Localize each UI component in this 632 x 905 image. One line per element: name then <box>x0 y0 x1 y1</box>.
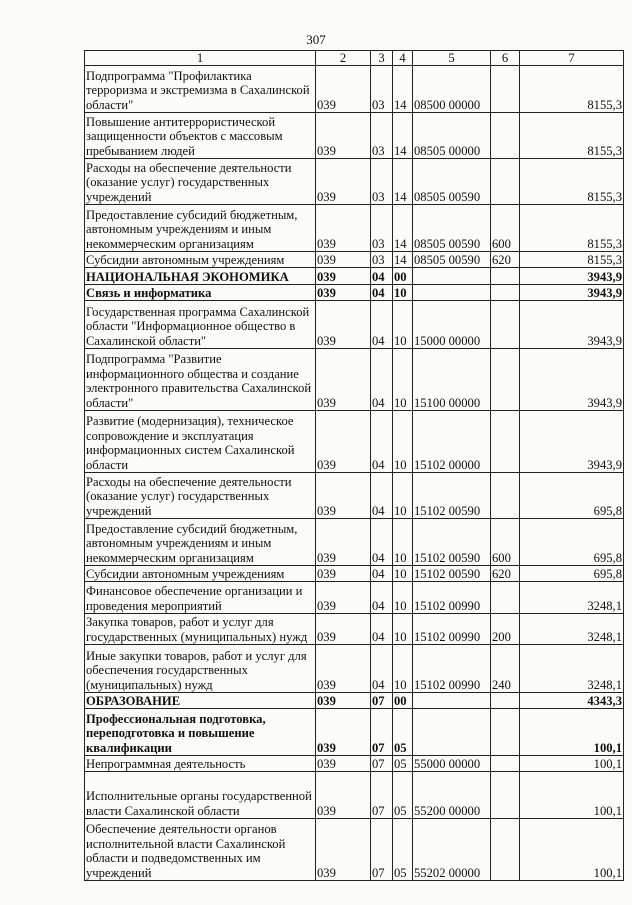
expense-type-code <box>491 113 520 159</box>
ministry-code: 039 <box>316 66 371 113</box>
expense-type-code: 200 <box>491 614 520 645</box>
target-article-code: 08505 00000 <box>413 113 491 159</box>
column-header: 3 <box>371 51 393 66</box>
target-article-code: 08505 00590 <box>413 252 491 268</box>
table-row <box>85 66 624 113</box>
table-row <box>85 519 624 566</box>
amount-value: 3248,1 <box>520 645 624 693</box>
expense-type-code <box>491 301 520 349</box>
ministry-code: 039 <box>316 819 371 881</box>
ministry-code: 039 <box>316 205 371 252</box>
expense-type-code: 600 <box>491 519 520 566</box>
expense-type-code <box>491 411 520 473</box>
subsection-code: 10 <box>393 614 413 645</box>
target-article-code: 15102 00590 <box>413 566 491 582</box>
subsection-code: 10 <box>393 645 413 693</box>
target-article-code: 08505 00590 <box>413 159 491 205</box>
ministry-code: 039 <box>316 252 371 268</box>
budget-item-name: Профессиональная подготовка, переподготовка и повышение квалификации <box>85 709 316 756</box>
ministry-code: 039 <box>316 301 371 349</box>
budget-item-name: Иные закупки товаров, работ и услуг для обеспечения государственных (муниципальных) нужд <box>85 645 316 693</box>
amount-value: 8155,3 <box>520 252 624 268</box>
section-code: 04 <box>371 566 393 582</box>
section-code: 04 <box>371 473 393 519</box>
expense-type-code <box>491 772 520 819</box>
amount-value: 8155,3 <box>520 66 624 113</box>
expense-type-code <box>491 693 520 709</box>
table-row <box>85 772 624 819</box>
subsection-code: 14 <box>393 159 413 205</box>
budget-item-name: Расходы на обеспечение деятельности (оказание услуг) государственных учреждений <box>85 159 316 205</box>
amount-value: 3943,9 <box>520 285 624 301</box>
expense-type-code <box>491 349 520 411</box>
budget-item-name: Подпрограмма "Развитие информационного общества и создание электронного правительства Сахалинской области" <box>85 349 316 411</box>
target-article-code: 15000 00000 <box>413 301 491 349</box>
budget-item-name: НАЦИОНАЛЬНАЯ ЭКОНОМИКА <box>85 268 316 285</box>
section-code: 03 <box>371 113 393 159</box>
amount-value: 100,1 <box>520 709 624 756</box>
ministry-code: 039 <box>316 772 371 819</box>
budget-item-name: Закупка товаров, работ и услуг для государственных (муниципальных) нужд <box>85 614 316 645</box>
expense-type-code <box>491 709 520 756</box>
budget-item-name: Развитие (модернизация), техническое сопровождение и эксплуатация информационных систем Сахалинской области <box>85 411 316 473</box>
target-article-code: 15102 00990 <box>413 645 491 693</box>
subsection-code: 14 <box>393 252 413 268</box>
target-article-code <box>413 693 491 709</box>
budget-item-name: Государственная программа Сахалинской области "Информационное общество в Сахалинской области" <box>85 301 316 349</box>
ministry-code: 039 <box>316 268 371 285</box>
table-row <box>85 268 624 285</box>
target-article-code: 55200 00000 <box>413 772 491 819</box>
expense-type-code: 620 <box>491 566 520 582</box>
ministry-code: 039 <box>316 349 371 411</box>
expense-type-code <box>491 268 520 285</box>
amount-value: 3943,9 <box>520 349 624 411</box>
budget-item-name: Обеспечение деятельности органов исполнительной власти Сахалинской области и подведомственных им учреждений <box>85 819 316 881</box>
amount-value: 695,8 <box>520 473 624 519</box>
amount-value: 8155,3 <box>520 205 624 252</box>
table-row <box>85 205 624 252</box>
target-article-code: 08500 00000 <box>413 66 491 113</box>
section-code: 04 <box>371 301 393 349</box>
ministry-code: 039 <box>316 645 371 693</box>
amount-value: 100,1 <box>520 772 624 819</box>
table-row <box>85 645 624 693</box>
amount-value: 3943,9 <box>520 301 624 349</box>
budget-item-name: Субсидии автономным учреждениям <box>85 252 316 268</box>
target-article-code <box>413 285 491 301</box>
table-row <box>85 709 624 756</box>
subsection-code: 10 <box>393 301 413 349</box>
budget-item-name: Субсидии автономным учреждениям <box>85 566 316 582</box>
section-code: 04 <box>371 614 393 645</box>
target-article-code: 15102 00990 <box>413 582 491 614</box>
subsection-code: 10 <box>393 582 413 614</box>
subsection-code: 10 <box>393 519 413 566</box>
expense-type-code: 620 <box>491 252 520 268</box>
column-header: 1 <box>85 51 316 66</box>
section-code: 04 <box>371 645 393 693</box>
target-article-code <box>413 268 491 285</box>
target-article-code: 15102 00590 <box>413 519 491 566</box>
table-row <box>85 113 624 159</box>
table-row <box>85 756 624 772</box>
section-code: 07 <box>371 772 393 819</box>
target-article-code: 15102 00000 <box>413 411 491 473</box>
column-number-header-row <box>85 51 624 66</box>
amount-value: 695,8 <box>520 566 624 582</box>
amount-value: 4343,3 <box>520 693 624 709</box>
section-code: 04 <box>371 519 393 566</box>
target-article-code: 55202 00000 <box>413 819 491 881</box>
subsection-code: 10 <box>393 473 413 519</box>
section-code: 03 <box>371 159 393 205</box>
budget-item-name: Связь и информатика <box>85 285 316 301</box>
table-row <box>85 285 624 301</box>
section-code: 04 <box>371 285 393 301</box>
ministry-code: 039 <box>316 473 371 519</box>
subsection-code: 10 <box>393 566 413 582</box>
ministry-code: 039 <box>316 159 371 205</box>
subsection-code: 05 <box>393 772 413 819</box>
subsection-code: 10 <box>393 411 413 473</box>
ministry-code: 039 <box>316 709 371 756</box>
budget-item-name: Исполнительные органы государственной власти Сахалинской области <box>85 772 316 819</box>
column-header: 6 <box>491 51 520 66</box>
section-code: 04 <box>371 268 393 285</box>
subsection-code: 10 <box>393 285 413 301</box>
budget-table <box>84 50 624 881</box>
expense-type-code <box>491 473 520 519</box>
ministry-code: 039 <box>316 411 371 473</box>
budget-item-name: Финансовое обеспечение организации и проведения мероприятий <box>85 582 316 614</box>
amount-value: 3943,9 <box>520 411 624 473</box>
subsection-code: 00 <box>393 693 413 709</box>
expense-type-code <box>491 159 520 205</box>
budget-item-name: Расходы на обеспечение деятельности (оказание услуг) государственных учреждений <box>85 473 316 519</box>
ministry-code: 039 <box>316 566 371 582</box>
table-row <box>85 566 624 582</box>
table-row <box>85 819 624 881</box>
table-row <box>85 301 624 349</box>
budget-item-name: Непрограммная деятельность <box>85 756 316 772</box>
ministry-code: 039 <box>316 519 371 566</box>
table-row <box>85 614 624 645</box>
subsection-code: 14 <box>393 113 413 159</box>
section-code: 07 <box>371 709 393 756</box>
budget-item-name: Подпрограмма "Профилактика терроризма и экстремизма в Сахалинской области" <box>85 66 316 113</box>
target-article-code: 15102 00990 <box>413 614 491 645</box>
ministry-code: 039 <box>316 113 371 159</box>
ministry-code: 039 <box>316 614 371 645</box>
section-code: 04 <box>371 411 393 473</box>
section-code: 07 <box>371 819 393 881</box>
subsection-code: 05 <box>393 756 413 772</box>
table-row <box>85 582 624 614</box>
column-header: 7 <box>520 51 624 66</box>
target-article-code: 15102 00590 <box>413 473 491 519</box>
column-header: 4 <box>393 51 413 66</box>
ministry-code: 039 <box>316 693 371 709</box>
budget-item-name: ОБРАЗОВАНИЕ <box>85 693 316 709</box>
page-number: 307 <box>306 32 326 47</box>
table-row <box>85 473 624 519</box>
expense-type-code <box>491 285 520 301</box>
column-header: 2 <box>316 51 371 66</box>
section-code: 04 <box>371 582 393 614</box>
section-code: 03 <box>371 66 393 113</box>
amount-value: 100,1 <box>520 756 624 772</box>
table-row <box>85 159 624 205</box>
amount-value: 8155,3 <box>520 159 624 205</box>
ministry-code: 039 <box>316 756 371 772</box>
budget-item-name: Предоставление субсидий бюджетным, автономным учреждениям и иным некоммерческим организациям <box>85 205 316 252</box>
table-row <box>85 252 624 268</box>
amount-value: 8155,3 <box>520 113 624 159</box>
subsection-code: 00 <box>393 268 413 285</box>
section-code: 07 <box>371 693 393 709</box>
section-code: 03 <box>371 252 393 268</box>
column-header: 5 <box>413 51 491 66</box>
table-row <box>85 693 624 709</box>
budget-item-name: Предоставление субсидий бюджетным, автономным учреждениям и иным некоммерческим организациям <box>85 519 316 566</box>
target-article-code: 55000 00000 <box>413 756 491 772</box>
subsection-code: 14 <box>393 66 413 113</box>
amount-value: 3943,9 <box>520 268 624 285</box>
target-article-code <box>413 709 491 756</box>
target-article-code: 15100 00000 <box>413 349 491 411</box>
section-code: 03 <box>371 205 393 252</box>
subsection-code: 14 <box>393 205 413 252</box>
table-row <box>85 411 624 473</box>
amount-value: 3248,1 <box>520 614 624 645</box>
table-row <box>85 349 624 411</box>
amount-value: 3248,1 <box>520 582 624 614</box>
ministry-code: 039 <box>316 582 371 614</box>
expense-type-code <box>491 66 520 113</box>
section-code: 07 <box>371 756 393 772</box>
ministry-code: 039 <box>316 285 371 301</box>
expense-type-code <box>491 819 520 881</box>
section-code: 04 <box>371 349 393 411</box>
target-article-code: 08505 00590 <box>413 205 491 252</box>
amount-value: 695,8 <box>520 519 624 566</box>
subsection-code: 05 <box>393 819 413 881</box>
amount-value: 100,1 <box>520 819 624 881</box>
budget-item-name: Повышение антитеррористической защищенности объектов с массовым пребыванием людей <box>85 113 316 159</box>
subsection-code: 10 <box>393 349 413 411</box>
expense-type-code: 600 <box>491 205 520 252</box>
expense-type-code: 240 <box>491 645 520 693</box>
expense-type-code <box>491 582 520 614</box>
expense-type-code <box>491 756 520 772</box>
subsection-code: 05 <box>393 709 413 756</box>
